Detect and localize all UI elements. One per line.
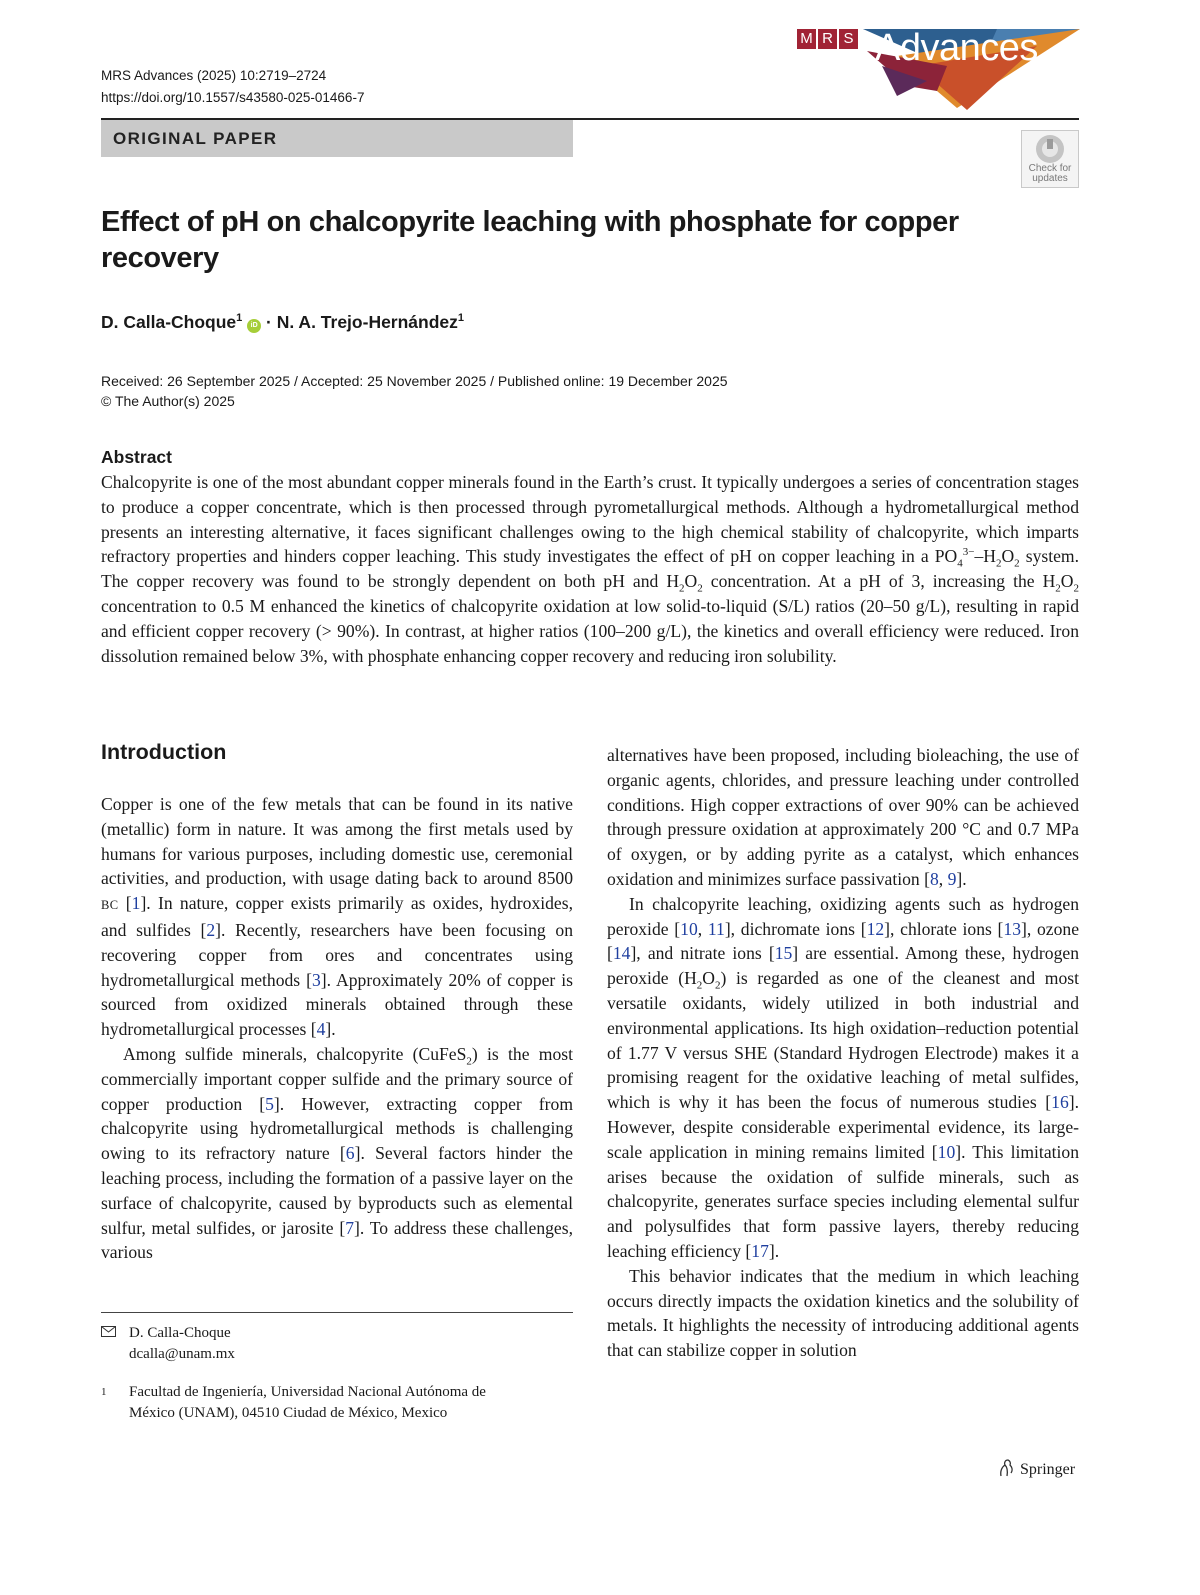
article-title: Effect of pH on chalcopyrite leaching with phosphate for copper recovery (101, 206, 959, 274)
license-line: © The Author(s) 2025 (101, 393, 235, 409)
corresponding-email[interactable]: dcalla@unam.mx (129, 1346, 235, 1362)
body-paragraph: alternatives have been proposed, including bioleaching, the use of organic agents, chlorides, and pressure leaching under controlled conditions. High copper extractions of over 90% can be achieved through pressure oxidation at approximately 200 °C and 0.7 MPa of oxygen, or by adding pyrite as a catalyst, which enhances oxidation and minimizes surface passivation [8, 9]. (607, 745, 1079, 889)
logo-letter: M (797, 29, 816, 49)
body-paragraph: Copper is one of the few metals that can be found in its native (metallic) form in nature. It was among the first metals used by humans for various purposes, including domestic use, ceremonial activities, and production, with usage dating back to around 8500 BC [1]. In nature, copper exists primarily as oxides, hydroxides, and sulfides [2]. Recently, researchers have been focusing on recovering copper from ores and concentrates using hydrometallurgical methods [3]. Approximately 20% of copper is sourced from oxidized minerals obtained through these hydrometallurgical processes [4]. (101, 794, 573, 1040)
body-paragraph: Among sulfide minerals, chalcopyrite (CuFeS$_2$) is the most commercially important copper sulfide and the primary source of copper production [5]. However, extracting copper from chalcopyrite using hydrometallurgical methods is challenging owing to its refractory nature [6]. Several factors hinder the leaching process, including the formation of a passive layer on the surface of chalcopyrite, caused by byproducts such as elemental sulfur, metal sulfides, or jarosite [7]. To address these challenges, various (101, 1043, 574, 1263)
affiliation-mark: 1 (457, 312, 465, 325)
logo-mrs-letters (797, 29, 860, 49)
affiliation-mark: 1 (236, 312, 243, 325)
journal-citation-block (101, 65, 364, 109)
citation-link[interactable]: 10 (937, 1141, 956, 1162)
affiliation-line: México (UNAM), 04510 Ciudad de México, Mexico (129, 1405, 448, 1421)
abstract-text: Chalcopyrite is one of the most abundant copper minerals found in the Earth’s crust. It typically undergoes a series of concentration stages to produce a copper concentrate, which is then processed through pyrometallurgical methods. Although a hydrometallurgical method presents an interesting alternative, it faces significant challenges owing to the high chemical stability of chalcopyrite, which imparts refractory properties and hinders copper leaching. This study investigates the effect of pH on copper leaching in a $PO_4^{3-}-H_2O_2$ system. The copper recovery was found to be strongly dependent on both pH and $H_2O_2$ concentration. At a pH of 3, increasing the $H_2O_2$ concentration to 0.5 M enhanced the kinetics of chalcopyrite oxidation at low solid-to-liquid (S/L) ratios (20–50 g/L), resulting in rapid and efficient copper recovery (> 90%). In contrast, at higher ratios (100–200 g/L), the kinetics and overall efficiency were reduced. Iron dissolution remained below 3%, with phosphate enhancing copper recovery and reducing iron solubility. (101, 472, 1079, 666)
citation-link[interactable]: 16 (1051, 1092, 1069, 1113)
citation-link[interactable]: 2 (206, 919, 216, 940)
publisher-name: Springer (1020, 1461, 1076, 1478)
citation-link[interactable]: 11 (707, 918, 725, 939)
journal-citation: MRS Advances (2025) 10:2719–2724 (101, 68, 327, 83)
body-column-left (101, 792, 573, 1265)
author-name[interactable]: D. Calla-Choque (101, 312, 237, 332)
check-updates-icon (1035, 134, 1065, 164)
logo-word: Advances (875, 27, 1038, 69)
citation-link[interactable]: 1 (131, 893, 141, 914)
article-type-tag: ORIGINAL PAPER (101, 120, 573, 157)
mrs-advances-logo (797, 26, 1080, 110)
publisher-logo (996, 1458, 1075, 1479)
abstract-heading: Abstract (101, 447, 172, 467)
doi-link[interactable]: https://doi.org/10.1557/s43580-025-01466-7 (101, 90, 365, 105)
check-updates-line: Check for (1028, 163, 1072, 174)
publication-dates (101, 371, 728, 411)
citation-link[interactable]: 7 (345, 1217, 354, 1238)
citation-link[interactable]: 15 (774, 943, 793, 964)
body-paragraph: This behavior indicates that the medium in which leaching occurs directly impacts the oxidation kinetics and the solubility of metals. It highlights the necessity of introducing additional agents that can stabilize copper in solution (607, 1265, 1079, 1361)
citation-link[interactable]: 17 (751, 1240, 769, 1261)
body-paragraph: In chalcopyrite leaching, oxidizing agents such as hydrogen peroxide [10, 11], dichromate ions [12], chlorate ions [13], ozone [14], and nitrate ions [15] are essential. Among these, hydrogen peroxide $(H_2O_2)$ is regarded as one of the cleanest and most versatile oxidants, widely utilized in both industrial and environmental applications. Its high oxidation–reduction potential of 1.77 V versus SHE (Standard Hydrogen Electrode) makes it a promising reagent for the oxidative leaching of metal sulfides, which is why it has been the focus of numerous studies [16]. However, despite considerable experimental evidence, its large-scale application in mining remains limited [10]. This limitation arises because the oxidation of sulfide minerals, such as chalcopyrite, generates surface species including elemental sulfur and polysulfides that form passive layers, thereby reducing leaching efficiency [17]. (607, 893, 1080, 1261)
author-list (101, 312, 464, 333)
citation-link[interactable]: 6 (345, 1143, 355, 1164)
affiliation-number: 1 (101, 1386, 107, 1398)
check-for-updates-badge[interactable] (1021, 130, 1079, 188)
corresponding-author: D. Calla-Choque (129, 1325, 231, 1341)
citation-link[interactable]: 13 (1003, 918, 1022, 939)
citation-link[interactable]: 12 (866, 918, 885, 939)
citation-link[interactable]: 14 (612, 943, 631, 964)
citation-link[interactable]: 5 (265, 1093, 274, 1114)
citation-link[interactable]: 9 (947, 868, 957, 889)
springer-horse-icon (996, 1458, 1016, 1478)
logo-letter: R (818, 29, 837, 49)
citation-link[interactable]: 8 (929, 868, 939, 889)
author-separator: · (261, 312, 277, 332)
affiliation-footnote (101, 1382, 486, 1424)
citation-link[interactable]: 10 (680, 918, 698, 939)
dates-line: Received: 26 September 2025 / Accepted: 25 November 2025 / Published online: 19 December 2025 (101, 373, 728, 389)
affiliation-line: Facultad de Ingeniería, Universidad Nacional Autónoma de (129, 1384, 486, 1400)
correspondence-footnote (101, 1323, 235, 1365)
citation-link[interactable]: 3 (311, 969, 321, 990)
citation-link[interactable]: 4 (316, 1019, 326, 1040)
author-name[interactable]: N. A. Trejo-Hernández (276, 312, 458, 332)
orcid-icon[interactable]: iD (247, 319, 261, 333)
envelope-icon (101, 1323, 119, 1344)
section-heading-introduction: Introduction (101, 740, 227, 764)
check-updates-line: updates (1032, 173, 1068, 184)
footnote-rule (101, 1312, 573, 1313)
body-column-right (607, 743, 1079, 1363)
logo-letter: S (839, 29, 858, 49)
